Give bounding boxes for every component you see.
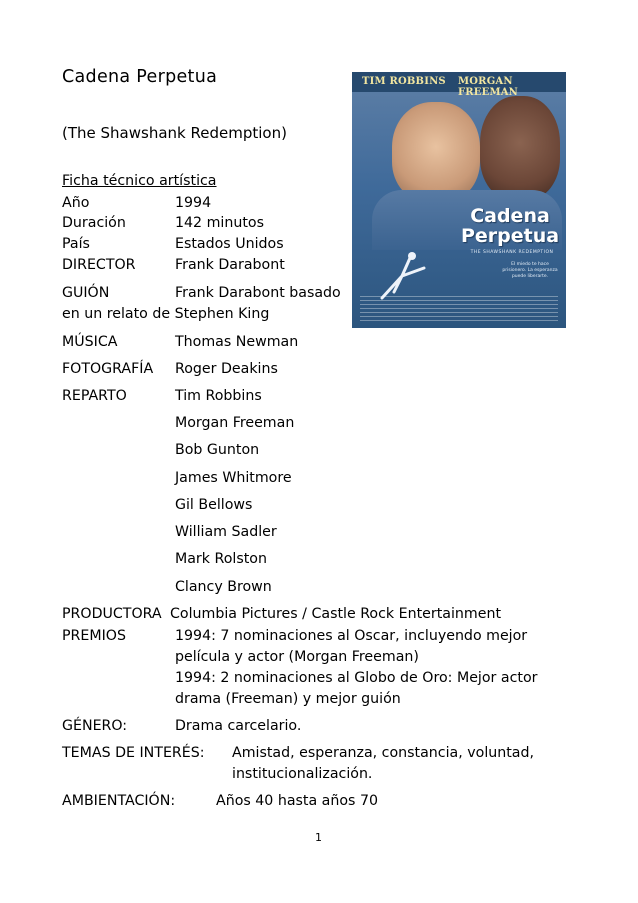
poster-portrait-right	[480, 96, 560, 200]
duration-value: 142 minutos	[175, 215, 264, 231]
production-value: Columbia Pictures / Castle Rock Entertainment	[170, 606, 502, 622]
production-label: PRODUCTORA	[62, 606, 162, 622]
poster-portrait-left	[392, 102, 480, 202]
photography-label: FOTOGRAFÍA	[62, 361, 154, 377]
movie-poster	[352, 72, 566, 328]
cast-member: William Sadler	[175, 524, 277, 540]
year-value: 1994	[175, 195, 212, 211]
country-label: País	[62, 236, 90, 252]
poster-actor-right: MORGAN FREEMAN	[458, 76, 519, 98]
page-number: 1	[315, 831, 322, 844]
poster-actor-left: TIM ROBBINS	[362, 76, 446, 87]
cast-member: Bob Gunton	[175, 442, 260, 458]
document-title: Cadena Perpetua	[62, 67, 218, 87]
cast-member: James Whitmore	[175, 470, 292, 486]
setting-label: AMBIENTACIÓN:	[62, 793, 176, 809]
genre-label: GÉNERO:	[62, 718, 128, 734]
document-subtitle: (The Shawshank Redemption)	[62, 124, 287, 142]
music-label: MÚSICA	[62, 334, 118, 350]
screenplay-value: Frank Darabont basado	[175, 285, 341, 301]
country-value: Estados Unidos	[175, 236, 284, 252]
themes-line: institucionalización.	[232, 766, 373, 782]
poster-tagline: El miedo te hace prisionero. La esperanza puede liberarte.	[502, 262, 558, 279]
setting-value: Años 40 hasta años 70	[216, 793, 379, 809]
poster-title-line: Perpetua	[460, 225, 560, 247]
awards-line: drama (Freeman) y mejor guión	[175, 691, 401, 707]
photography-value: Roger Deakins	[175, 361, 278, 377]
screenplay-label: GUIÓN	[62, 285, 110, 301]
themes-line: Amistad, esperanza, constancia, voluntad,	[232, 745, 535, 761]
poster-title-line: Cadena	[470, 205, 550, 227]
director-label: DIRECTOR	[62, 257, 136, 273]
cast-member: Mark Rolston	[175, 551, 267, 567]
awards-line: película y actor (Morgan Freeman)	[175, 649, 419, 665]
screenplay-continuation: en un relato de Stephen King	[62, 306, 270, 322]
awards-label: PREMIOS	[62, 628, 126, 644]
poster-title	[460, 206, 560, 246]
cast-member: Tim Robbins	[175, 388, 262, 404]
section-heading: Ficha técnico artística	[62, 173, 217, 189]
cast-label: REPARTO	[62, 388, 127, 404]
duration-label: Duración	[62, 215, 126, 231]
music-value: Thomas Newman	[175, 334, 299, 350]
year-label: Año	[62, 195, 90, 211]
director-value: Frank Darabont	[175, 257, 285, 273]
genre-value: Drama carcelario.	[175, 718, 302, 734]
cast-member: Morgan Freeman	[175, 415, 295, 431]
cast-member: Clancy Brown	[175, 579, 272, 595]
awards-line: 1994: 7 nominaciones al Oscar, incluyendo mejor	[175, 628, 528, 644]
poster-credits-block	[360, 296, 558, 322]
cast-member: Gil Bellows	[175, 497, 253, 513]
poster-subtitle: THE SHAWSHANK REDEMPTION	[470, 250, 554, 255]
themes-label: TEMAS DE INTERÉS:	[62, 745, 205, 761]
awards-line: 1994: 2 nominaciones al Globo de Oro: Mejor actor	[175, 670, 538, 686]
